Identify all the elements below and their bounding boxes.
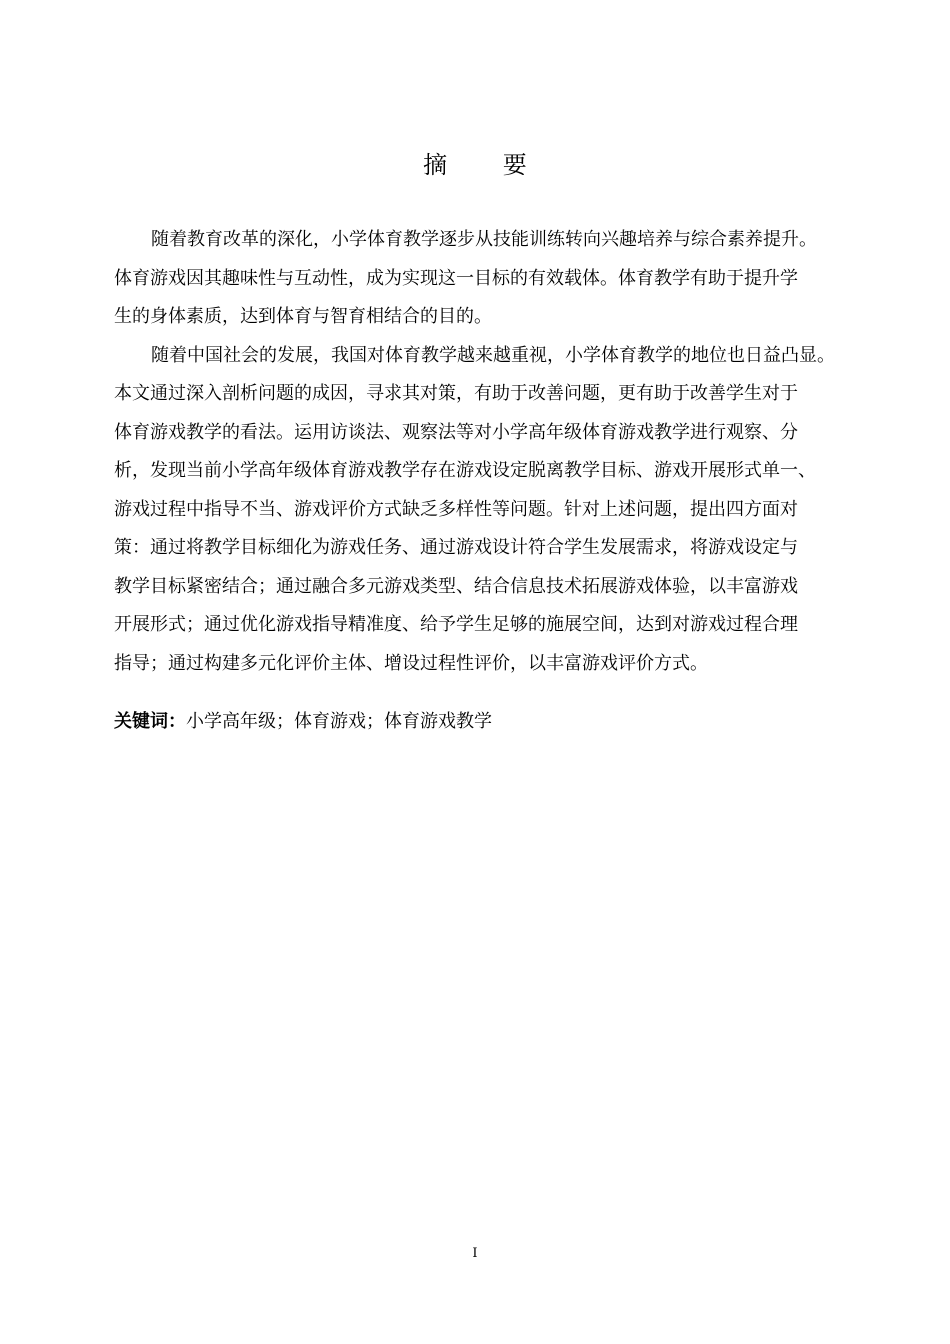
page-title: 摘 要 <box>423 151 551 179</box>
paragraph-1-line-1: 随着教育改革的深化，小学体育教学逐步从技能训练转向兴趣培养与综合素养提升。 <box>151 229 817 250</box>
paragraph-2-line-3: 体育游戏教学的看法。运用访谈法、观察法等对小学高年级体育游戏教学进行观察、分 <box>114 421 798 443</box>
paragraph-1-line-3: 生的身体素质，达到体育与智育相结合的目的。 <box>114 306 492 327</box>
keywords-line <box>114 708 492 736</box>
paragraph-2-line-7: 教学目标紧密结合；通过融合多元游戏类型、结合信息技术拓展游戏体验，以丰富游戏 <box>114 575 798 597</box>
abstract-body <box>114 226 874 688</box>
paragraph-2-line-6: 策：通过将教学目标细化为游戏任务、通过游戏设计符合学生发展需求，将游戏设定与 <box>114 537 798 558</box>
paragraph-2-line-9: 指导；通过构建多元化评价主体、增设过程性评价，以丰富游戏评价方式。 <box>114 652 708 674</box>
keywords-label: 关键词： <box>114 711 186 732</box>
paragraph-2-line-1: 随着中国社会的发展，我国对体育教学越来越重视，小学体育教学的地位也日益凸显。 <box>151 344 835 366</box>
keywords-text: 小学高年级；体育游戏；体育游戏教学 <box>186 711 492 732</box>
paragraph-1-line-2: 体育游戏因其趣味性与互动性，成为实现这一目标的有效载体。体育教学有助于提升学 <box>114 267 798 289</box>
paragraph-2-line-4: 析，发现当前小学高年级体育游戏教学存在游戏设定脱离教学目标、游戏开展形式单一、 <box>114 460 816 481</box>
paragraph-2-line-2: 本文通过深入剖析问题的成因，寻求其对策，有助于改善问题，更有助于改善学生对于 <box>114 383 798 404</box>
paragraph-2-line-8: 开展形式；通过优化游戏指导精准度、给予学生足够的施展空间，达到对游戏过程合理 <box>114 614 798 635</box>
paragraph-2-line-5: 游戏过程中指导不当、游戏评价方式缺乏多样性等问题。针对上述问题，提出四方面对 <box>114 498 798 520</box>
page-number: I <box>472 1246 478 1261</box>
